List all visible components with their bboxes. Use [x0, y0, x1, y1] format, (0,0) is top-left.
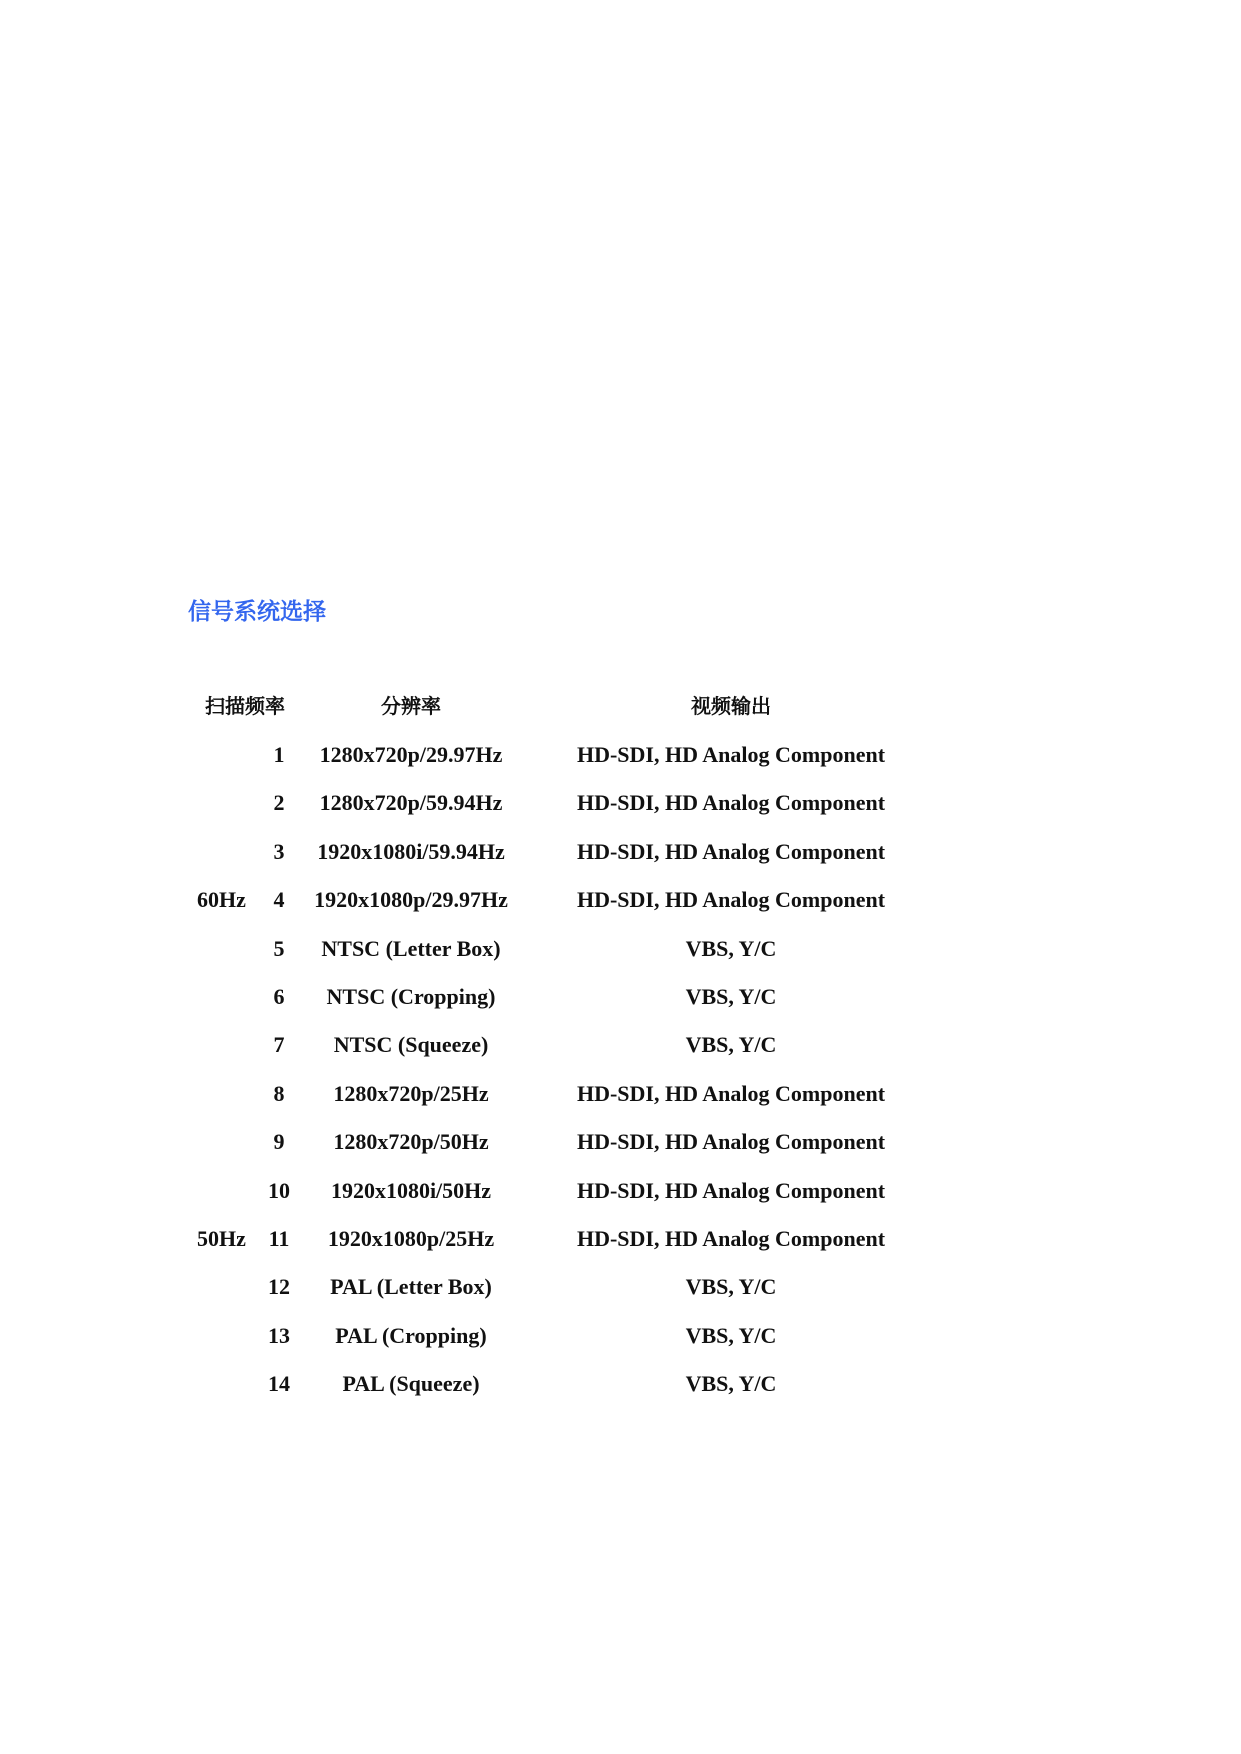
video-output-cell: VBS, Y/C — [685, 1322, 777, 1348]
section-title: 信号系统选择 — [188, 599, 326, 625]
row-number-cell: 5 — [273, 935, 285, 961]
row-number-cell: 4 — [273, 887, 285, 913]
video-output-cell: HD-SDI, HD Analog Component — [576, 1080, 886, 1106]
row-number-cell: 12 — [268, 1274, 290, 1300]
scan-rate-cell: 60Hz — [197, 887, 246, 913]
resolution-cell: 1280x720p/29.97Hz — [319, 742, 503, 767]
row-number-cell: 3 — [273, 838, 285, 864]
video-output-cell: HD-SDI, HD Analog Component — [576, 887, 886, 913]
scan-rate-cell: 50Hz — [197, 1226, 246, 1251]
resolution-cell: 1920x1080p/25Hz — [327, 1226, 495, 1251]
video-output-cell: HD-SDI, HD Analog Component — [576, 1129, 886, 1155]
row-number-cell: 10 — [268, 1177, 290, 1203]
video-output-cell: VBS, Y/C — [685, 935, 777, 961]
resolution-cell: 1280x720p/59.94Hz — [319, 790, 503, 816]
video-output-cell: HD-SDI, HD Analog Component — [576, 1226, 886, 1251]
resolution-cell: NTSC (Squeeze) — [333, 1032, 489, 1058]
video-output-cell: VBS, Y/C — [685, 1032, 777, 1058]
resolution-cell: 1280x720p/25Hz — [333, 1080, 489, 1106]
video-output-cell: VBS, Y/C — [685, 984, 777, 1009]
video-output-cell: HD-SDI, HD Analog Component — [576, 742, 886, 767]
row-number-cell: 13 — [268, 1322, 290, 1348]
header-video-output: 视频输出 — [691, 694, 771, 718]
row-number-cell: 6 — [273, 984, 285, 1009]
video-output-cell: VBS, Y/C — [685, 1371, 777, 1397]
row-number-cell: 7 — [273, 1032, 285, 1058]
row-number-cell: 14 — [268, 1371, 290, 1397]
resolution-cell: NTSC (Cropping) — [326, 984, 496, 1009]
video-output-cell: VBS, Y/C — [685, 1274, 777, 1300]
row-number-cell: 11 — [268, 1226, 290, 1251]
row-number-cell: 9 — [273, 1129, 285, 1155]
header-scan-rate: 扫描频率 — [205, 694, 285, 718]
resolution-cell: NTSC (Letter Box) — [321, 935, 501, 961]
header-resolution: 分辨率 — [381, 694, 441, 718]
resolution-cell: 1920x1080p/29.97Hz — [314, 887, 508, 913]
row-number-cell: 8 — [273, 1080, 285, 1106]
video-output-cell: HD-SDI, HD Analog Component — [576, 838, 886, 864]
resolution-cell: PAL (Squeeze) — [342, 1371, 480, 1397]
video-output-cell: HD-SDI, HD Analog Component — [576, 1177, 886, 1203]
row-number-cell: 2 — [273, 790, 285, 816]
resolution-cell: 1280x720p/50Hz — [333, 1129, 489, 1155]
resolution-cell: PAL (Cropping) — [335, 1322, 487, 1348]
row-number-cell: 1 — [273, 742, 285, 767]
resolution-cell: 1920x1080i/59.94Hz — [317, 838, 505, 864]
video-output-cell: HD-SDI, HD Analog Component — [576, 790, 886, 816]
resolution-cell: 1920x1080i/50Hz — [330, 1177, 492, 1203]
resolution-cell: PAL (Letter Box) — [330, 1274, 492, 1300]
